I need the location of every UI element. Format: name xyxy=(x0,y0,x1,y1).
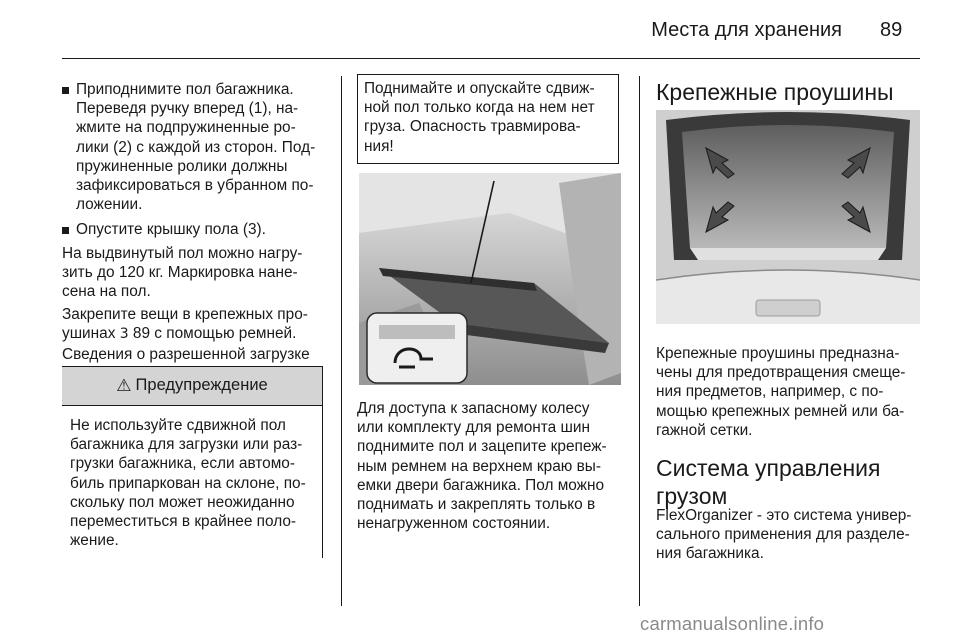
warning-box xyxy=(62,366,323,558)
heading-load-management: Система управления грузом xyxy=(656,455,881,509)
warning-title: Предупреждение xyxy=(135,376,268,395)
watermark-text: carmanualsonline.info xyxy=(640,613,825,634)
page-number: 89 xyxy=(880,19,903,41)
flexorganizer-text: FlexOrganizer - это система универ- сального применения для разделе- ния багажника. xyxy=(656,507,912,563)
bullet-square-icon xyxy=(62,227,69,234)
bullet-square-icon xyxy=(62,87,69,94)
column-divider-2 xyxy=(639,76,640,606)
warning-body: Не используйте сдвижной пол багажника для загрузки или раз- грузки багажника, если автомо- биль припаркован на склоне, по- скольку пол может неожиданно переместиться в крайнее поло- жение. xyxy=(62,405,322,558)
warning-triangle-icon: ⚠ xyxy=(116,376,132,396)
photo-raised-floor xyxy=(359,173,621,385)
caution-notice-box: Поднимайте и опускайте сдвиж- ной пол только когда на нем нет груза. Опасность травмирова- ния! xyxy=(357,74,619,164)
paragraph-load-limit: На выдвинутый пол можно нагру- зить до 120 кг. Маркировка нане- сена на пол. xyxy=(62,244,303,301)
bullet-2-text: Опустите крышку пола (3). xyxy=(76,221,266,239)
heading-lashing-eyes: Крепежные проушины xyxy=(656,79,894,105)
running-header-title: Места для хранения xyxy=(651,19,842,41)
bullet-item-1 xyxy=(62,80,324,214)
header-rule xyxy=(62,58,920,59)
page-ref-icon[interactable]: 3 xyxy=(119,326,129,343)
bullet-item-2 xyxy=(62,220,324,239)
lashing-eyes-text: Крепежные проушины предназна- чены для предотвращения смеще- ния предметов, например, с по- мощью крепежных ремней или ба- гажной сетки. xyxy=(656,345,906,439)
warning-header xyxy=(62,366,322,405)
column-divider-1 xyxy=(341,76,342,606)
column-1 xyxy=(62,80,324,388)
bullet-1-text: Приподнимите пол багажника. Переведя ручку вперед (1), на- жмите на подпружиненные ро- лики (2) с каждой из сторон. Под- пружиненные ролики должны зафиксироваться в убранном по- ложении. xyxy=(76,81,316,214)
spare-wheel-access-text: Для доступа к запасному колесу или комплекту для ремонта шин поднимите пол и зацепите крепеж- ным ремнем на верхнем краю вы- емки двери багажника. Пол можно поднимать и закреплять только в ненагруженном состоянии. xyxy=(357,400,607,533)
photo-lashing-eyes xyxy=(656,110,920,324)
paragraph-tie-down: Закрепите вещи в крепежных про- ушинах 3 89 с помощью ремней. Сведения о разрешенной загрузке xyxy=(62,305,324,384)
